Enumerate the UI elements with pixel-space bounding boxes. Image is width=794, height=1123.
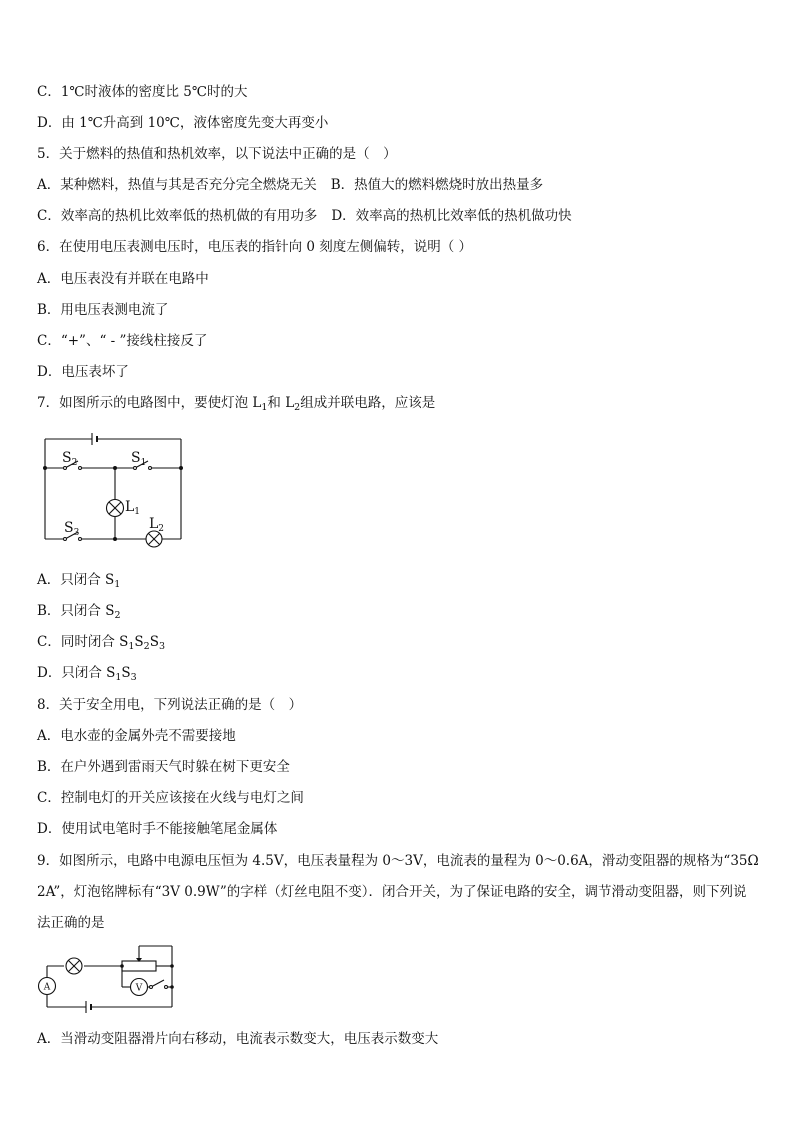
q5-options-ab	[37, 176, 764, 194]
option-a-q8: A．电水壶的金属外壳不需要接地	[37, 728, 236, 744]
label-l1: $L_1$	[125, 499, 141, 517]
option-c-q8: C．控制电灯的开关应该接在火线与电灯之间	[37, 790, 304, 806]
circuit-diagram-q9	[36, 943, 181, 1018]
option-a-q5: A．某种燃料，热值与其是否充分完全燃烧无关	[37, 177, 317, 193]
option-c-q7: C．同时闭合 $S_1S_2S_3$	[37, 634, 166, 652]
label-s3: $S_3$	[64, 520, 80, 538]
svg-text:A: A	[43, 982, 51, 993]
voltmeter-icon	[131, 979, 148, 996]
option-d-q7: D．只闭合 $S_1S_3$	[37, 665, 137, 683]
question-6: 6．在使用电压表测电压时，电压表的指针向 0 刻度左侧偏转，说明（ ）	[37, 239, 473, 255]
option-b-q8: B．在户外遇到雷雨天气时躲在树下更安全	[37, 759, 290, 775]
option-b-q7: B．只闭合 $S_2$	[37, 603, 121, 621]
ammeter-icon	[39, 978, 56, 995]
option-c-q4: C．1℃时液体的密度比 5℃时的大	[37, 84, 248, 100]
junction-dot	[113, 537, 117, 541]
option-d-q8: D．使用试电笔时手不能接触笔尾金属体	[37, 821, 278, 837]
switch-blade	[151, 980, 164, 987]
junction-dot	[43, 466, 47, 470]
junction-dot	[179, 466, 183, 470]
option-c-q5: C．效率高的热机比效率低的热机做的有用功多	[37, 208, 318, 224]
junction-dot	[113, 466, 117, 470]
option-d-q6: D．电压表坏了	[37, 364, 129, 380]
option-a-q9: A．当滑动变阻器滑片向右移动，电流表示数变大，电压表示数变大	[37, 1031, 439, 1047]
lamp-icon	[66, 958, 82, 974]
question-5: 5．关于燃料的热值和热机效率，以下说法中正确的是（ ）	[37, 146, 397, 162]
option-d-q4: D．由 1℃升高到 10℃，液体密度先变大再变小	[37, 115, 329, 131]
circuit-diagram-q7	[40, 428, 190, 554]
option-a-q7: A．只闭合 $S_1$	[37, 572, 121, 590]
lamp-l1-icon	[107, 500, 124, 517]
question-9-line2: 2A”，灯泡铭牌标有“3V 0.9W”的字样（灯丝电阻不变）．闭合开关，为了保证电路的安全，调节滑动变阻器，则下列说	[37, 884, 747, 900]
question-9-line1: 9．如图所示，电路中电源电压恒为 4.5V，电压表量程为 0～3V，电流表的量程为 0～0.6A，滑动变阻器的规格为“35Ω	[37, 853, 759, 869]
label-s1: $S_1$	[131, 450, 147, 468]
label-l2: $L_2$	[149, 516, 165, 534]
option-b-q6: B．用电压表测电流了	[37, 302, 169, 318]
question-9-line3: 法正确的是	[37, 915, 105, 931]
question-7: 7．如图所示的电路图中，要使灯泡 $L_1$和 $L_2$组成并联电路，应该是	[37, 395, 436, 413]
option-a-q6: A．电压表没有并联在电路中	[37, 271, 209, 287]
rheostat-icon	[122, 961, 156, 971]
option-b-q5: B．热值大的燃料燃烧时放出热量多	[330, 177, 544, 193]
svg-text:V: V	[135, 983, 143, 994]
label-s2: $S_2$	[62, 450, 78, 468]
question-8: 8．关于安全用电，下列说法正确的是（ ）	[37, 697, 303, 713]
q5-options-cd	[37, 207, 764, 225]
option-d-q5: D．效率高的热机比效率低的热机做功快	[331, 208, 572, 224]
option-c-q6: C．“+”、“ - ”接线柱接反了	[37, 333, 208, 349]
